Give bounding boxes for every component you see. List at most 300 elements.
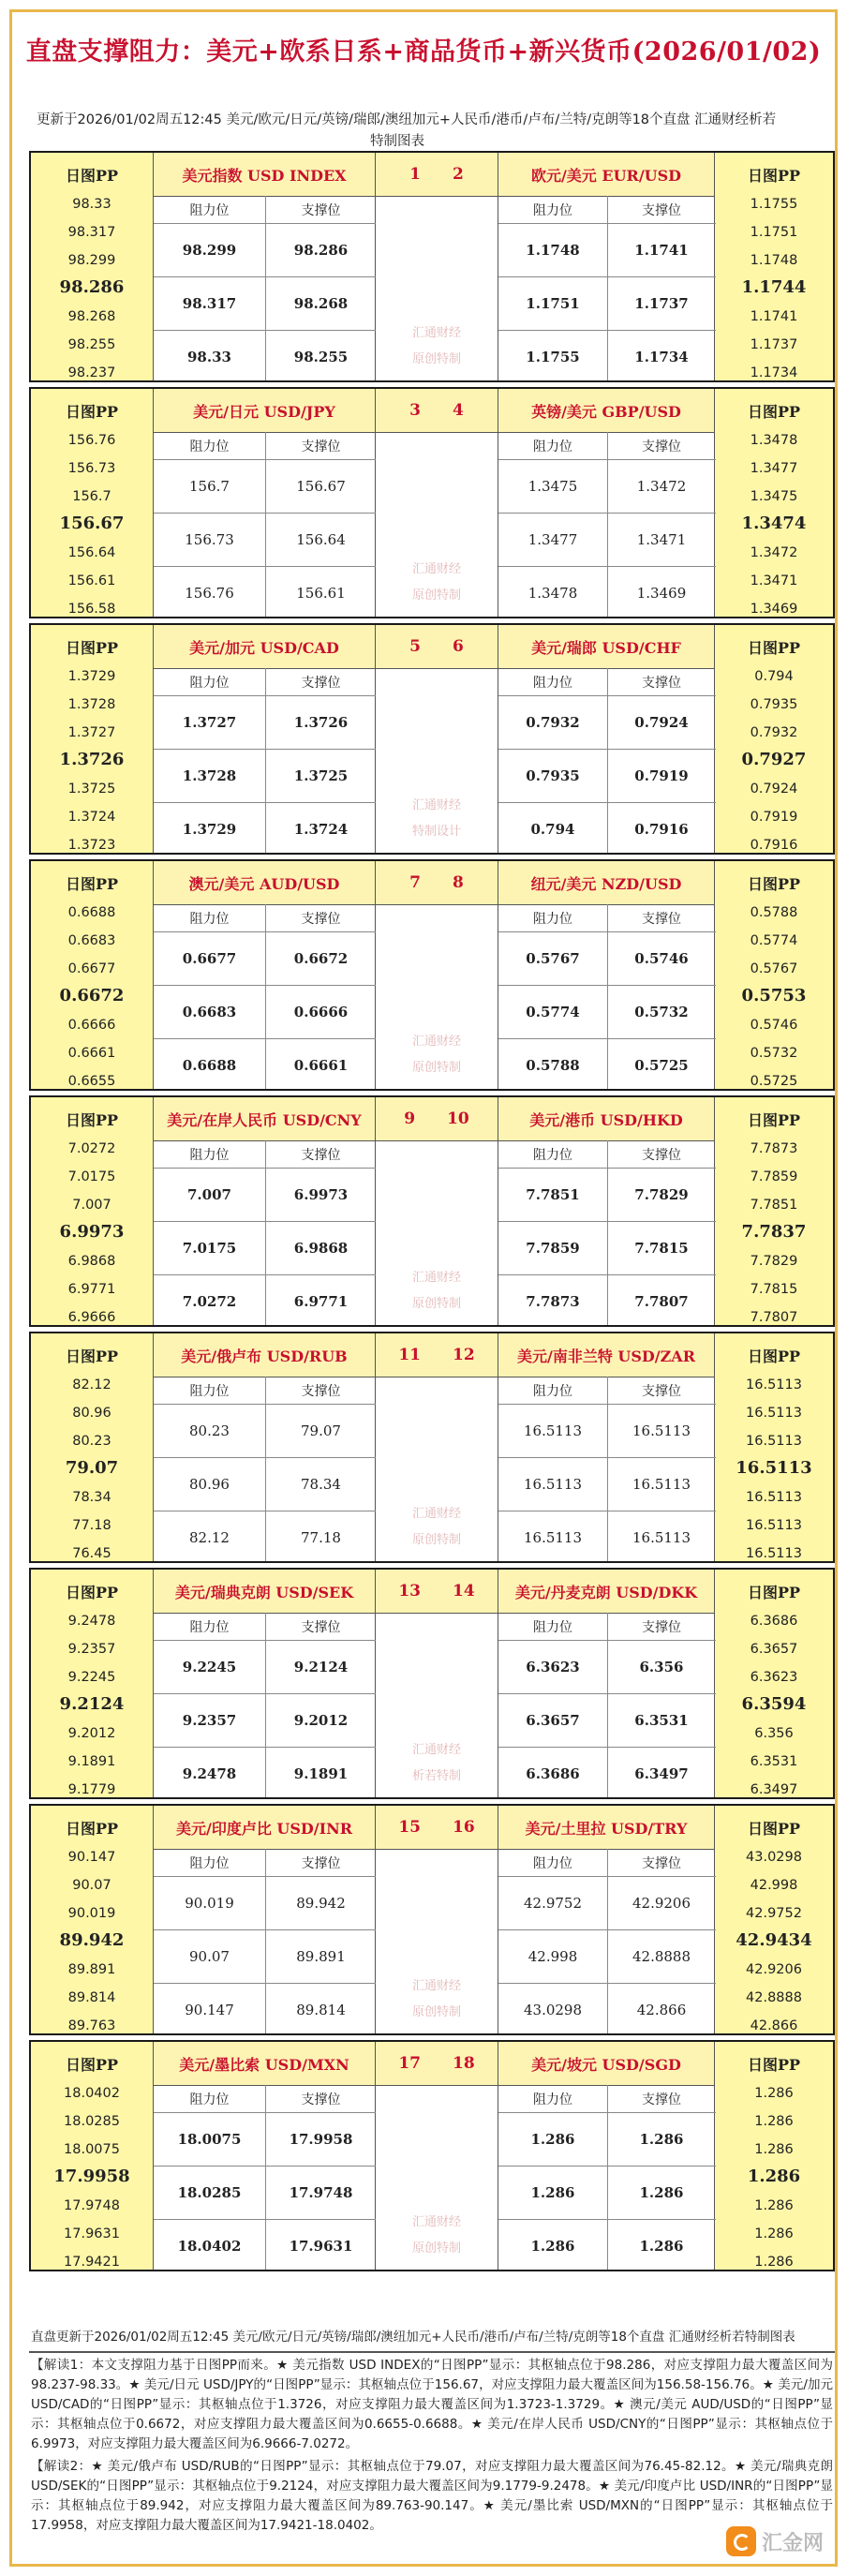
pp-value: 1.286 — [754, 2114, 794, 2129]
pp-header: 日图PP — [65, 402, 119, 421]
support-value: 1.286 — [639, 2130, 684, 2148]
pp-column-right — [715, 625, 833, 853]
pp-column-left — [31, 1097, 153, 1325]
resistance-header: 阻力位 — [154, 2085, 265, 2113]
pair-numbers — [376, 625, 498, 669]
pair-table-right — [498, 861, 715, 1089]
pp-value: 7.7807 — [750, 1310, 798, 1325]
resistance-value: 80.23 — [189, 1422, 230, 1439]
resistance-value: 1.3729 — [182, 820, 237, 838]
resistance-value: 80.96 — [189, 1475, 230, 1493]
support-value: 1.3725 — [293, 767, 349, 784]
pp-value: 42.9206 — [746, 1962, 802, 1977]
resistance-header: 阻力位 — [154, 1377, 265, 1405]
resistance-header: 阻力位 — [498, 1613, 607, 1641]
pair-table-left — [153, 625, 376, 853]
pp-value: 9.1779 — [67, 1782, 116, 1797]
support-header: 支撑位 — [265, 1140, 377, 1169]
pair-block-5 — [29, 1095, 835, 1327]
pp-value: 80.23 — [72, 1434, 111, 1449]
pair-name: 美元/在岸人民币 USD/CNY — [154, 1097, 375, 1141]
pivot-value: 9.2124 — [59, 1694, 125, 1714]
pair-number-right: 14 — [453, 1582, 475, 1601]
support-value: 1.1737 — [634, 294, 689, 312]
pivot-value: 79.07 — [65, 1458, 119, 1478]
pair-number-column — [376, 625, 498, 853]
support-header: 支撑位 — [265, 904, 377, 932]
pp-value: 90.019 — [67, 1906, 116, 1921]
pp-column-left — [31, 389, 153, 617]
pp-value: 0.7919 — [750, 810, 798, 825]
resistance-header: 阻力位 — [154, 668, 265, 696]
pp-header: 日图PP — [747, 1110, 801, 1129]
pair-numbers — [376, 1097, 498, 1141]
pp-value: 18.0075 — [64, 2142, 120, 2157]
pair-table-right — [498, 1333, 715, 1561]
support-value: 156.61 — [296, 584, 346, 602]
pair-name: 美元/俄卢布 USD/RUB — [154, 1333, 375, 1377]
pair-name: 美元/加元 USD/CAD — [154, 625, 375, 669]
resistance-value: 1.3475 — [528, 477, 578, 495]
support-value: 6.9973 — [293, 1185, 349, 1203]
pp-value: 17.9421 — [64, 2255, 120, 2270]
resistance-value: 98.299 — [182, 241, 237, 259]
pair-table-right — [498, 625, 715, 853]
support-value: 156.64 — [296, 530, 346, 548]
pp-value: 9.2478 — [67, 1614, 116, 1629]
pp-value: 1.286 — [754, 2086, 794, 2101]
resistance-value: 16.5113 — [523, 1422, 583, 1439]
support-value: 1.286 — [639, 2237, 684, 2255]
pp-value: 9.2357 — [67, 1642, 116, 1657]
pp-value: 6.3657 — [750, 1642, 798, 1657]
pp-value: 1.3727 — [67, 725, 116, 740]
pp-value: 9.2012 — [67, 1726, 116, 1741]
support-value: 1.3471 — [636, 530, 687, 548]
resistance-value: 42.9752 — [523, 1894, 583, 1912]
resistance-value: 6.3686 — [526, 1764, 580, 1782]
pair-number-right: 6 — [453, 637, 464, 656]
pp-value: 0.6683 — [67, 933, 116, 948]
support-value: 9.2124 — [293, 1658, 349, 1675]
pp-value: 1.1741 — [750, 309, 798, 324]
support-value: 98.268 — [293, 294, 349, 312]
pp-value: 42.998 — [750, 1878, 798, 1893]
pp-value: 98.268 — [67, 309, 116, 324]
pp-value: 0.7924 — [750, 782, 798, 797]
support-value: 7.7829 — [634, 1185, 689, 1203]
resistance-value: 90.019 — [185, 1894, 234, 1912]
support-header: 支撑位 — [265, 196, 377, 224]
support-value: 0.5746 — [634, 949, 689, 967]
support-value: 1.1734 — [634, 348, 689, 365]
support-value: 89.891 — [296, 1947, 346, 1965]
support-value: 1.3724 — [293, 820, 349, 838]
pair-number-column — [376, 1570, 498, 1797]
resistance-value: 7.0175 — [182, 1239, 237, 1257]
resistance-value: 7.7859 — [526, 1239, 580, 1257]
pp-header: 日图PP — [65, 1347, 119, 1365]
pp-header: 日图PP — [65, 2055, 119, 2074]
watermark-line1: 汇通财经 — [411, 1507, 461, 1521]
brand-name: 汇金网 — [761, 2531, 824, 2555]
pp-value: 76.45 — [72, 1546, 111, 1561]
pair-name: 美元/土里拉 USD/TRY — [498, 1806, 714, 1850]
support-header: 支撑位 — [607, 432, 716, 460]
support-header: 支撑位 — [265, 1849, 377, 1877]
pair-table-left — [153, 1097, 376, 1325]
pp-value: 7.0175 — [67, 1169, 116, 1184]
support-value: 6.9771 — [293, 1292, 349, 1310]
support-value: 78.34 — [301, 1475, 341, 1493]
support-value: 0.7924 — [634, 713, 689, 731]
pair-number-column — [376, 861, 498, 1089]
pp-column-right — [715, 861, 833, 1089]
pp-value: 1.3472 — [750, 545, 798, 560]
resistance-value: 1.3478 — [528, 584, 578, 602]
support-value: 79.07 — [301, 1422, 341, 1439]
pair-block-1 — [29, 151, 835, 382]
pp-header: 日图PP — [747, 1819, 801, 1838]
resistance-value: 6.3657 — [526, 1711, 580, 1729]
pp-header: 日图PP — [65, 1110, 119, 1129]
pp-value: 7.7859 — [750, 1169, 798, 1184]
pp-column-right — [715, 389, 833, 617]
support-value: 16.5113 — [632, 1528, 691, 1546]
support-value: 0.7916 — [634, 820, 689, 838]
resistance-value: 0.5767 — [526, 949, 580, 967]
pivot-value: 16.5113 — [736, 1458, 812, 1478]
pair-numbers — [376, 389, 498, 433]
pair-name: 欧元/美元 EUR/USD — [498, 153, 714, 197]
pair-number-column — [376, 1097, 498, 1325]
pp-value: 1.286 — [754, 2142, 794, 2157]
support-header: 支撑位 — [265, 1613, 377, 1641]
pivot-value: 42.9434 — [736, 1930, 812, 1950]
resistance-header: 阻力位 — [154, 196, 265, 224]
support-header: 支撑位 — [607, 1613, 716, 1641]
pp-value: 16.5113 — [746, 1546, 802, 1561]
support-value: 1.3469 — [636, 584, 687, 602]
pp-value: 156.58 — [67, 602, 116, 617]
watermark-line1: 汇通财经 — [411, 326, 461, 340]
pp-value: 1.1748 — [750, 253, 798, 268]
support-value: 89.942 — [296, 1894, 346, 1912]
pp-value: 6.3623 — [750, 1670, 798, 1685]
pp-value: 0.5725 — [750, 1074, 798, 1089]
resistance-value: 1.1748 — [526, 241, 580, 259]
pp-value: 7.7829 — [750, 1254, 798, 1269]
pp-value: 7.7815 — [750, 1282, 798, 1297]
pivot-value: 6.3594 — [741, 1694, 807, 1714]
pp-value: 1.1734 — [750, 365, 798, 380]
support-header: 支撑位 — [607, 2085, 716, 2113]
resistance-value: 18.0402 — [177, 2237, 242, 2255]
pair-number-left: 15 — [398, 1818, 421, 1837]
pp-header: 日图PP — [747, 402, 801, 421]
support-value: 98.255 — [293, 348, 349, 365]
pp-value: 6.3497 — [750, 1782, 798, 1797]
pair-number-column — [376, 153, 498, 380]
pivot-value: 0.7927 — [741, 750, 807, 769]
pair-table-right — [498, 2042, 715, 2270]
pair-table-left — [153, 153, 376, 380]
pair-number-right: 12 — [453, 1346, 475, 1364]
pair-block-4 — [29, 859, 835, 1091]
pair-name: 美元指数 USD INDEX — [154, 153, 375, 197]
pivot-value: 6.9973 — [59, 1222, 125, 1242]
pp-value: 156.76 — [67, 433, 116, 448]
pair-table-right — [498, 1097, 715, 1325]
support-value: 9.2012 — [293, 1711, 349, 1729]
pp-value: 80.96 — [72, 1406, 111, 1421]
pp-value: 6.3686 — [750, 1614, 798, 1629]
pair-number-column — [376, 2042, 498, 2270]
pair-table-left — [153, 1570, 376, 1797]
pp-value: 0.6661 — [67, 1046, 116, 1061]
pp-value: 6.9666 — [67, 1310, 116, 1325]
resistance-header: 阻力位 — [498, 196, 607, 224]
pair-table-right — [498, 389, 715, 617]
pair-number-right: 18 — [453, 2054, 475, 2073]
pp-value: 1.3725 — [67, 782, 116, 797]
watermark-line1: 汇通财经 — [411, 1035, 461, 1049]
pp-column-right — [715, 1333, 833, 1561]
support-value: 42.9206 — [632, 1894, 691, 1912]
pp-value: 0.5767 — [750, 961, 798, 976]
resistance-header: 阻力位 — [498, 432, 607, 460]
pair-numbers — [376, 2042, 498, 2086]
pair-number-column — [376, 1806, 498, 2033]
pp-value: 89.891 — [67, 1962, 116, 1977]
resistance-value: 18.0075 — [177, 2130, 242, 2148]
pp-value: 82.12 — [72, 1377, 111, 1392]
support-value: 7.7815 — [634, 1239, 689, 1257]
pair-number-column — [376, 389, 498, 617]
support-header: 支撑位 — [265, 1377, 377, 1405]
watermark-line1: 汇通财经 — [411, 798, 461, 812]
pp-value: 1.286 — [754, 2198, 794, 2213]
pp-value: 89.814 — [67, 1990, 116, 2005]
pp-value: 77.18 — [72, 1518, 111, 1533]
pair-number-right: 4 — [453, 401, 464, 420]
pp-value: 1.3477 — [750, 461, 798, 476]
pp-column-left — [31, 2042, 153, 2270]
footer-divider — [29, 2351, 835, 2353]
pp-value: 7.0272 — [67, 1141, 116, 1156]
pp-value: 156.73 — [67, 461, 116, 476]
pp-header: 日图PP — [747, 2055, 801, 2074]
pp-value: 6.356 — [754, 1726, 794, 1741]
support-value: 6.9868 — [293, 1239, 349, 1257]
pivot-value: 1.3726 — [59, 750, 125, 769]
pp-value: 0.6666 — [67, 1018, 116, 1033]
support-value: 16.5113 — [632, 1422, 691, 1439]
pair-name: 澳元/美元 AUD/USD — [154, 861, 375, 905]
watermark-line1: 汇通财经 — [411, 1271, 461, 1285]
pp-value: 6.3531 — [750, 1754, 798, 1769]
resistance-value: 98.317 — [182, 294, 237, 312]
pp-value: 78.34 — [72, 1490, 111, 1505]
resistance-value: 9.2357 — [182, 1711, 237, 1729]
support-value: 9.1891 — [293, 1764, 349, 1782]
pair-number-left: 11 — [398, 1346, 421, 1364]
pp-value: 156.7 — [72, 489, 111, 504]
watermark-line2: 原创特制 — [411, 1061, 461, 1075]
resistance-value: 18.0285 — [177, 2183, 242, 2201]
support-header: 支撑位 — [607, 668, 716, 696]
pp-value: 0.7935 — [750, 697, 798, 712]
pivot-value: 98.286 — [59, 277, 125, 297]
page-title: 直盘支撑阻力：美元+欧系日系+商品货币+新兴货币(2026/01/02) — [25, 37, 822, 67]
watermark-line2: 原创特制 — [411, 588, 461, 603]
pair-numbers — [376, 1333, 498, 1377]
pp-value: 16.5113 — [746, 1406, 802, 1421]
support-header: 支撑位 — [265, 2085, 377, 2113]
pivot-value: 0.5753 — [741, 986, 807, 1005]
pp-header: 日图PP — [747, 1347, 801, 1365]
pair-number-left: 9 — [404, 1109, 416, 1128]
pp-value: 1.1737 — [750, 337, 798, 352]
pair-name: 美元/瑞典克朗 USD/SEK — [154, 1570, 375, 1614]
pp-value: 7.007 — [72, 1198, 111, 1213]
resistance-value: 1.3728 — [182, 767, 237, 784]
pp-value: 1.3478 — [750, 433, 798, 448]
resistance-value: 90.147 — [185, 2001, 234, 2018]
pp-column-right — [715, 2042, 833, 2270]
watermark-line2: 原创特制 — [411, 2241, 461, 2256]
pair-name: 美元/印度卢比 USD/INR — [154, 1806, 375, 1850]
pp-header: 日图PP — [65, 1583, 119, 1601]
resistance-value: 0.7932 — [526, 713, 580, 731]
pivot-value: 17.9958 — [53, 2167, 130, 2186]
resistance-value: 98.33 — [187, 348, 231, 365]
resistance-value: 7.7851 — [526, 1185, 580, 1203]
pair-name: 美元/日元 USD/JPY — [154, 389, 375, 433]
pp-value: 90.07 — [72, 1878, 111, 1893]
support-header: 支撑位 — [265, 668, 377, 696]
watermark-line1: 汇通财经 — [411, 2215, 461, 2229]
watermark-line2: 析若特制 — [411, 1769, 461, 1783]
watermark-line2: 原创特制 — [411, 352, 461, 366]
support-header: 支撑位 — [607, 904, 716, 932]
resistance-value: 1.3477 — [528, 530, 578, 548]
pair-name: 美元/港币 USD/HKD — [498, 1097, 714, 1141]
pair-table-left — [153, 1333, 376, 1561]
pair-number-column — [376, 1333, 498, 1561]
pp-value: 1.286 — [754, 2226, 794, 2241]
pp-value: 1.3729 — [67, 669, 116, 684]
pp-value: 42.8888 — [746, 1990, 802, 2005]
support-header: 支撑位 — [607, 196, 716, 224]
pp-value: 16.5113 — [746, 1490, 802, 1505]
footer-note-2: 【解读2：★ 美元/俄卢布 USD/RUB的“日图PP”显示：其枢轴点位于79.07，对应支撑阻力最大覆盖区间为76.45-82.12。★ 美元/瑞典克朗 USD/SEK的“日图PP”显示：其枢轴点位于9.2124，对应支撑阻力最大覆盖区间为9.1779-9.2478。★ 美元/印度卢比 USD/INR的“日图PP”显示：其枢轴点位于89.942，对应支撑阻力最大覆盖区间为89.763-90.147。★ 美元/墨比索 USD/MXN的“日图PP”显示：其枢轴点位于17.9958，对应支撑阻力最大覆盖区间为17.9421-18.0402。 — [31, 2459, 833, 2533]
support-value: 42.8888 — [632, 1947, 691, 1965]
pp-value: 98.317 — [67, 225, 116, 240]
brand-icon — [726, 2526, 756, 2556]
pair-name: 纽元/美元 NZD/USD — [498, 861, 714, 905]
pp-column-left — [31, 861, 153, 1089]
pair-number-right: 16 — [453, 1818, 475, 1837]
pp-value: 17.9748 — [64, 2198, 120, 2213]
watermark-line1: 汇通财经 — [411, 1979, 461, 1993]
pp-value: 6.9868 — [67, 1254, 116, 1269]
pp-value: 90.147 — [67, 1850, 116, 1865]
resistance-value: 156.76 — [185, 584, 234, 602]
pp-value: 1.3469 — [750, 602, 798, 617]
support-value: 77.18 — [301, 1528, 341, 1546]
pp-value: 43.0298 — [746, 1850, 802, 1865]
pair-table-right — [498, 1806, 715, 2033]
resistance-value: 0.6677 — [182, 949, 237, 967]
resistance-value: 1.3727 — [182, 713, 237, 731]
support-value: 16.5113 — [632, 1475, 691, 1493]
pivot-value: 1.286 — [747, 2167, 801, 2186]
pair-block-6 — [29, 1332, 835, 1563]
pp-value: 0.5732 — [750, 1046, 798, 1061]
support-value: 156.67 — [296, 477, 346, 495]
pp-value: 17.9631 — [64, 2226, 120, 2241]
pair-number-left: 5 — [409, 637, 421, 656]
pp-value: 42.866 — [750, 2018, 798, 2033]
update-note-line2: 特制图表 — [370, 134, 424, 149]
pp-value: 0.5746 — [750, 1018, 798, 1033]
pair-numbers — [376, 1806, 498, 1850]
resistance-header: 阻力位 — [154, 432, 265, 460]
pp-value: 156.64 — [67, 545, 116, 560]
support-value: 6.356 — [639, 1658, 684, 1675]
pp-value: 42.9752 — [746, 1906, 802, 1921]
pp-value: 98.255 — [67, 337, 116, 352]
support-header: 支撑位 — [607, 1377, 716, 1405]
pair-block-9 — [29, 2040, 835, 2271]
pp-column-left — [31, 153, 153, 380]
resistance-header: 阻力位 — [498, 904, 607, 932]
pair-number-left: 1 — [409, 165, 421, 184]
watermark-line1: 汇通财经 — [411, 562, 461, 576]
watermark-line2: 特制设计 — [411, 825, 461, 839]
resistance-value: 16.5113 — [523, 1475, 583, 1493]
pair-table-right — [498, 1570, 715, 1797]
pp-value: 1.3728 — [67, 697, 116, 712]
resistance-header: 阻力位 — [498, 2085, 607, 2113]
resistance-header: 阻力位 — [498, 668, 607, 696]
support-value: 0.6661 — [293, 1056, 349, 1074]
resistance-header: 阻力位 — [154, 1849, 265, 1877]
support-value: 1.286 — [639, 2183, 684, 2201]
pivot-value: 89.942 — [59, 1930, 125, 1950]
support-value: 42.866 — [636, 2001, 687, 2018]
pp-value: 7.7851 — [750, 1198, 798, 1213]
pair-table-left — [153, 389, 376, 617]
pair-number-left: 3 — [409, 401, 421, 420]
pp-value: 16.5113 — [746, 1377, 802, 1392]
pp-value: 18.0285 — [64, 2114, 120, 2129]
resistance-value: 90.07 — [189, 1947, 230, 1965]
pp-value: 0.6655 — [67, 1074, 116, 1089]
resistance-value: 16.5113 — [523, 1528, 583, 1546]
pair-number-left: 17 — [398, 2054, 421, 2073]
support-value: 7.7807 — [634, 1292, 689, 1310]
resistance-value: 0.5774 — [526, 1003, 580, 1020]
pp-value: 89.763 — [67, 2018, 116, 2033]
pp-value: 0.5788 — [750, 905, 798, 920]
pp-value: 98.237 — [67, 365, 116, 380]
pair-numbers — [376, 153, 498, 197]
pp-value: 0.6677 — [67, 961, 116, 976]
resistance-value: 0.5788 — [526, 1056, 580, 1074]
pp-header: 日图PP — [65, 166, 119, 185]
